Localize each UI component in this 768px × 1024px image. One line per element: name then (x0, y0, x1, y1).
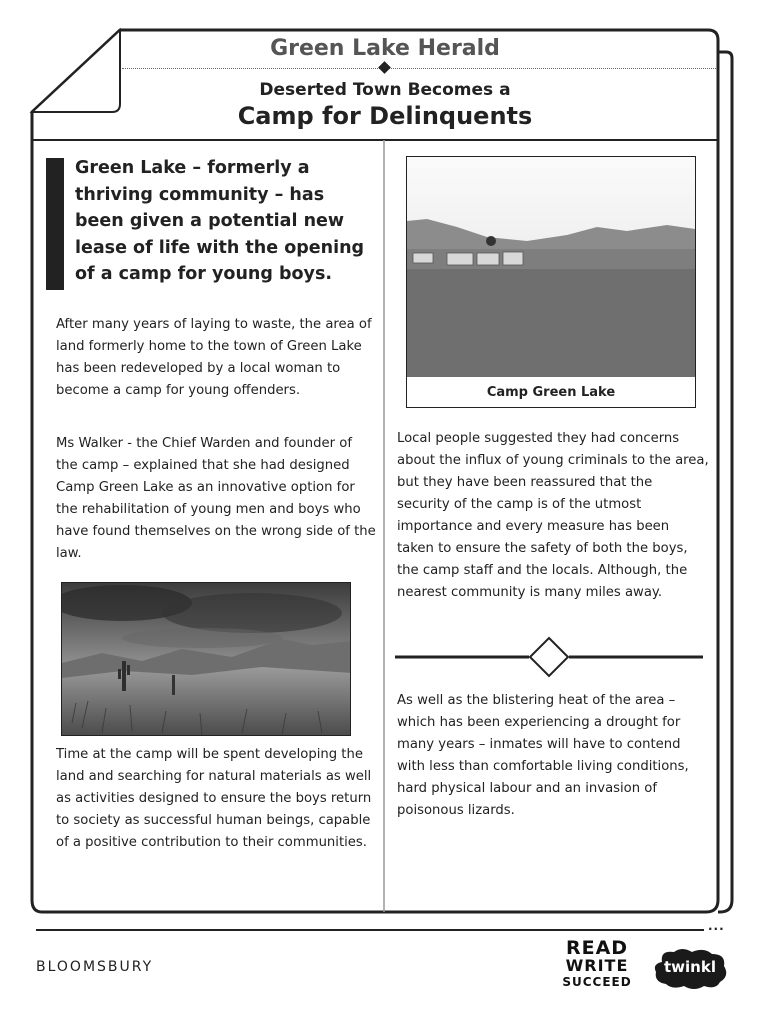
masthead-dotted-rule (122, 68, 716, 69)
photo-caption: Camp Green Lake (486, 385, 616, 400)
headline: Camp for Delinquents (237, 102, 533, 130)
right-paragraph-2: As well as the blistering heat of the area – which has been experiencing a drought for many years – inmates will have to contend with less than comfortable living conditions, hard physical labour and an invasion of poisonous lizards. (397, 693, 689, 818)
masthead-title: Green Lake Herald (270, 36, 500, 61)
diamond-outline-icon (530, 638, 568, 676)
left-paragraph-3: Time at the camp will be spent developing the land and searching for natural materials as well as activities designed to ensure the boys return to society as successful human beings, capable of a positive contribution to their communities. (56, 747, 372, 850)
footer-rule (36, 929, 704, 931)
footer-rule-dots: ··· (708, 922, 725, 936)
lede-accent-bar (46, 158, 64, 290)
logo-word-write: WRITE (565, 956, 629, 975)
camp-green-lake-photo (407, 157, 695, 377)
logo-word-read: READ (565, 937, 629, 959)
desert-landscape-photo (61, 582, 351, 736)
logo-word-succeed: SUCCEED (562, 975, 632, 989)
read-write-succeed-logo (556, 937, 638, 998)
left-paragraph-2: Ms Walker - the Chief Warden and founder of the camp – explained that she had designed Camp Green Lake as an innovative option for the rehabilitation of young men and boys who have found themselves on the wrong side of the law. (56, 436, 376, 561)
section-divider (395, 636, 703, 680)
camp-photo-frame (406, 156, 696, 408)
publisher-logo: BLOOMSBURY (36, 959, 154, 975)
lede-paragraph: Green Lake – formerly a thriving community – has been given a potential new lease of life with the opening of a camp for young boys. (75, 158, 365, 284)
twinkl-logo (652, 948, 728, 990)
left-paragraph-1: After many years of laying to waste, the area of land formerly home to the town of Green Lake has been redeveloped by a local woman to become a camp for young offenders. (56, 317, 372, 398)
subheadline: Deserted Town Becomes a (259, 80, 511, 100)
twinkl-logo-text: twinkl (664, 958, 716, 976)
right-paragraph-1: Local people suggested they had concerns about the influx of young criminals to the area, but they have been reassured that the security of the camp is of the utmost importance and every measure has been taken to ensure the safety of both the boys, the camp staff and the locals. Although, the nearest community is many miles away. (397, 431, 709, 600)
